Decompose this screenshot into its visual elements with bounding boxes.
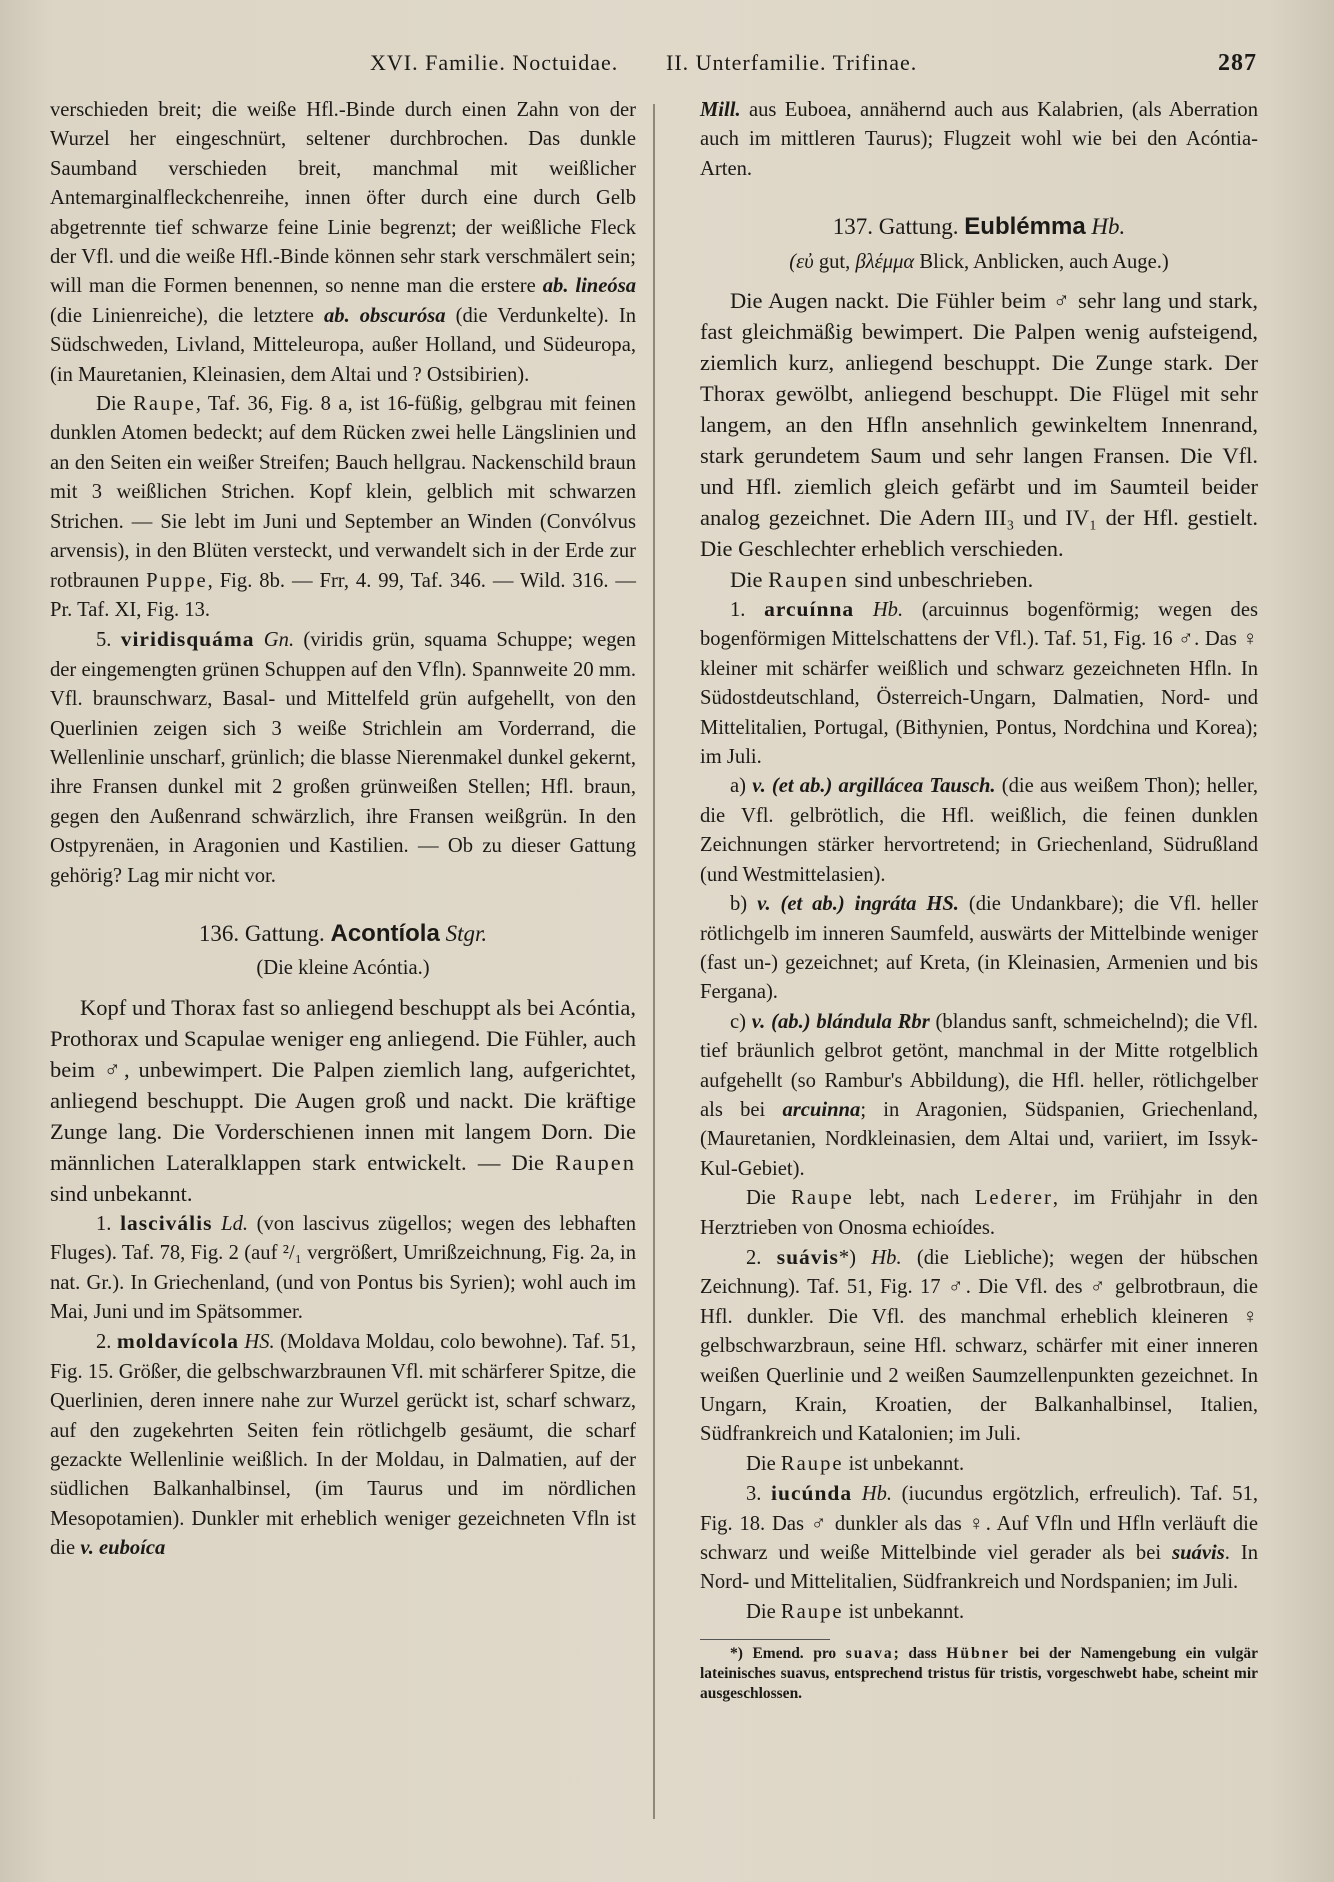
header-family: XVI. Familie. Noctuidae. xyxy=(370,50,619,75)
species-name: moldavícola xyxy=(116,1329,239,1354)
larva-paragraph: Die Raupe, Taf. 36, Fig. 8 a, ist 16-füßig, gelbgrau mit feinen dunklen Atomen bedeckt; auf dem Rücken zwei helle Längslinien und an den Seiten ein weißer Streifen; Bauch hellgrau. Nackenschild braun mit 3 weißlichen Strichen. Kopf klein, gelblich mit schwarzen Strichen. — Sie lebt im Juni und September an Winden (Convólvus arvensis), in den Blüten versteckt, und verwandelt sich in der Erde zur rotbraunen Puppe, Fig. 8b. — Frr, 4. 99, Taf. 346. — Wild. 316. — Pr. Taf. XI, Fig. 13. xyxy=(50,393,636,621)
left-column xyxy=(50,96,636,1564)
paragraph-continuation: Mill. aus Euboea, annähernd auch aus Kalabrien, (als Aberration auch im mittleren Taurus); Flugzeit wohl wie bei den Acóntia-Arten. xyxy=(700,99,1258,180)
variety-entry: a) v. (et ab.) argillácea Tausch. (die aus weißem Thon); heller, die Vfl. gelbrötlich, die Hfl. weißlich, die feinen dunklen Zeichnungen stärker hervortretend; in Griechenland, Südrußland (und Westmittelasien). xyxy=(700,775,1259,886)
species-name: viridisquáma xyxy=(120,627,255,652)
species-entry: 2. suávis*) Hb. (die Liebliche); wegen der hübschen Zeichnung). Taf. 51, Fig. 17 ♂. Die Vfl. des ♂ gelbrotbraun, die Hfl. dunkler. Die Vfl. des manchmal erheblich kleineren ♀ gelbschwarzbraun, seine Hfl. schwarz, schärfer mit einer inneren weißen Querlinie und 2 weißen Saumzellenpunkten gezeichnet. In Ungarn, Krain, Kroatien, der Balkanhalbinsel, Italien, Südfrankreich und Katalonien; im Juli. xyxy=(700,1244,1258,1446)
larva-note: Die Raupe ist unbekannt. xyxy=(746,1600,965,1623)
genus-subtitle: (Die kleine Acóntia.) xyxy=(256,957,430,980)
footnote-rule xyxy=(700,1639,830,1640)
aberration-name: ab. lineósa xyxy=(542,275,637,298)
genus-heading: 137. Gattung. Eublémma Hb. xyxy=(832,213,1126,241)
running-header xyxy=(370,50,1270,90)
aberration-name: ab. obscurósa xyxy=(323,304,446,327)
species-name: suávis xyxy=(776,1244,839,1269)
paragraph-continuation: verschieden breit; die weiße Hfl.-Binde durch einen Zahn von der Wurzel her eingeschnürt, seltener durchbrochen. Das dunkle Saumband verschieden breit, manchmal mit weißlicher Antemarginalfleckchenreihe, innen öfter durch eine durch Gelb abgetrennte tief schwarze feine Linie begrenzt; der weißliche Fleck der Vfl. und die weiße Hfl.-Binde können sehr stark verschmälert sein; will man die Formen benennen, so nenne man die erstere ab. lineósa (die Linienreiche), die letztere ab. obscurósa (die Verdunkelte). In Südschweden, Livland, Mitteleuropa, außer Holland, und Südeuropa, (in Mauretanien, Kleinasien, dem Altai und ? Ostsibirien). xyxy=(50,99,637,386)
genus-heading: 136. Gattung. Acontíola Stgr. xyxy=(198,919,488,947)
species-entry: 3. iucúnda Hb. (iucundus ergötzlich, erfreulich). Taf. 51, Fig. 18. Das ♂ dunkler als das ♀. Auf Vfln und Hfln verläuft die schwarz und weiße Mittelbinde viel gerader als bei suávis. In Nord- und Mittelitalien, Südfrankreich und Nordspanien; im Juli. xyxy=(700,1481,1259,1594)
variety-entry: c) v. (ab.) blándula Rbr (blandus sanft, schmeichelnd); die Vfl. tief bräunlich gelbrot getönt, manchmal in der Mitte rotgelblich aufgehellt (so Rambur's Abbildung), die Hfl. heller, rötlichgelber als bei arcuinna; in Aragonien, Südspanien, Griechenland, (Mauretanien, Nordkleinasien, dem Altai und, variiert, im Issyk-Kul-Gebiet). xyxy=(700,1010,1259,1180)
larva-note: Die Raupen sind unbeschrieben. xyxy=(730,567,1034,593)
species-name: arcuínna xyxy=(764,597,855,622)
genus-etymology: (εὐ gut, βλέμμα Blick, Anblicken, auch Auge.) xyxy=(789,250,1169,273)
variety-name: v. euboíca xyxy=(80,1537,166,1560)
header-subfamily: II. Unterfamilie. Trifinae. xyxy=(666,50,918,75)
larva-note: Die Raupe lebt, nach Lederer, im Frühjahr in den Herztrieben von Onosma echioídes. xyxy=(700,1187,1258,1239)
species-entry: 2. moldavícola HS. (Moldava Moldau, colo bewohne). Taf. 51, Fig. 15. Größer, die gelbschwarzbraunen Vfl. mit schärferer Spitze, die Querlinien, deren innere nahe zur Wurzel gerückt ist, scharf schwarz, auf den zugekehrten Seiten fein rötlichgelb gesäumt, die scharf gezackte Wellenlinie weißlich. In der Moldau, in Dalmatien, auf der südlichen Balkanhalbinsel, (im Taurus und im nördlichen Mesopotamien). Dunkler mit erheblich weniger gezeichneten Vfln ist die v. euboíca xyxy=(50,1329,636,1560)
right-column xyxy=(700,96,1258,1704)
page-number: 287 xyxy=(1218,50,1257,76)
column-divider xyxy=(653,104,655,1819)
footnote: *) Emend. pro suava; dass Hübner bei der Namengebung ein vulgär lateinisches suavus, entsprechend tristus für tristis, vorgeschwebt habe, scheint mir ausgeschlossen. xyxy=(700,1645,1258,1703)
species-name: iucúnda xyxy=(771,1481,853,1506)
species-entry: 1. lascivális Ld. (von lascivus zügellos; wegen des lebhaften Fluges). Taf. 78, Fig. 2 (auf ²/₁ vergrößert, Umrißzeichnung, Fig. 2a, in nat. Gr.). In Griechenland, (und von Pontus bis Syrien); wohl auch im Mai, Juni und im Spätsommer. xyxy=(50,1210,636,1323)
species-entry: 5. viridisquáma Gn. (viridis grün, squama Schuppe; wegen der eingemengten grünen Schuppen auf den Vfln). Spannweite 20 mm. Vfl. braunschwarz, Basal- und Mittelfeld grün aufgehellt, von den Querlinien zeigen sich 3 weiße Strichlein am Vorderrand, die Wellenlinie unscharf, grünlich; die blasse Nierenmakel dunkel gekernt, ihre Fransen dunkel mit 2 großen grünweißen Stellen; Hfl. braun, gegen den Außenrand schwärzlich, ihre Fransen weißgrün. In den Ostpyrenäen, in Aragonien und Kastilien. — Ob zu dieser Gattung gehörig? Lag mir nicht vor. xyxy=(50,627,636,887)
variety-entry: b) v. (et ab.) ingráta HS. (die Undankbare); die Vfl. heller rötlichgelb im inneren Saumfeld, auswärts der Mittelbinde weniger (fast un-) gezeichnet; auf Kreta, (in Kleinasien, Armenien und bis Fergana). xyxy=(700,893,1258,1004)
species-name: lascivális xyxy=(120,1210,213,1235)
species-entry: 1. arcuínna Hb. (arcuinnus bogenförmig; wegen des bogenförmigen Mittelschattens der Vfl.). Taf. 51, Fig. 16 ♂. Das ♀ kleiner mit schärfer weißlich und schwarz gezeichneten Hfln. In Südostdeutschland, Österreich-Ungarn, Dalmatien, Nord- und Mittelitalien, Portugal, (Bithynien, Pontus, Nordchina und Korea); im Juli. xyxy=(700,597,1258,769)
genus-description: Kopf und Thorax fast so anliegend beschuppt als bei Acóntia, Prothorax und Scapulae weniger eng anliegend. Die Fühler, auch beim ♂, unbewimpert. Die Palpen ziemlich lang, aufgerichtet, anliegend beschuppt. Die Augen groß und nackt. Die kräftige Zunge lang. Die Vorderschienen innen mit langem Dorn. Die männlichen Lateralklappen stark entwickelt. — Die Raupen sind unbekannt. xyxy=(50,994,636,1206)
larva-note: Die Raupe ist unbekannt. xyxy=(746,1452,965,1475)
genus-description: Die Augen nackt. Die Fühler beim ♂ sehr lang und stark, fast gleichmäßig bewimpert. Die Palpen wenig aufsteigend, ziemlich kurz, anliegend beschuppt. Die Zunge stark. Der Thorax gewölbt, anliegend beschuppt. Die Flügel mit sehr langem, an den Hfln ansehnlich gewinkeltem Innenrand, stark gerundetem Saum und sehr langen Fransen. Die Vfl. und Hfl. ziemlich gleich gefärbt und im Saumteil beider analog gezeichnet. Die Adern III₃ und IV₁ der Hfl. gestielt. Die Geschlechter erheblich verschieden. xyxy=(700,288,1258,562)
